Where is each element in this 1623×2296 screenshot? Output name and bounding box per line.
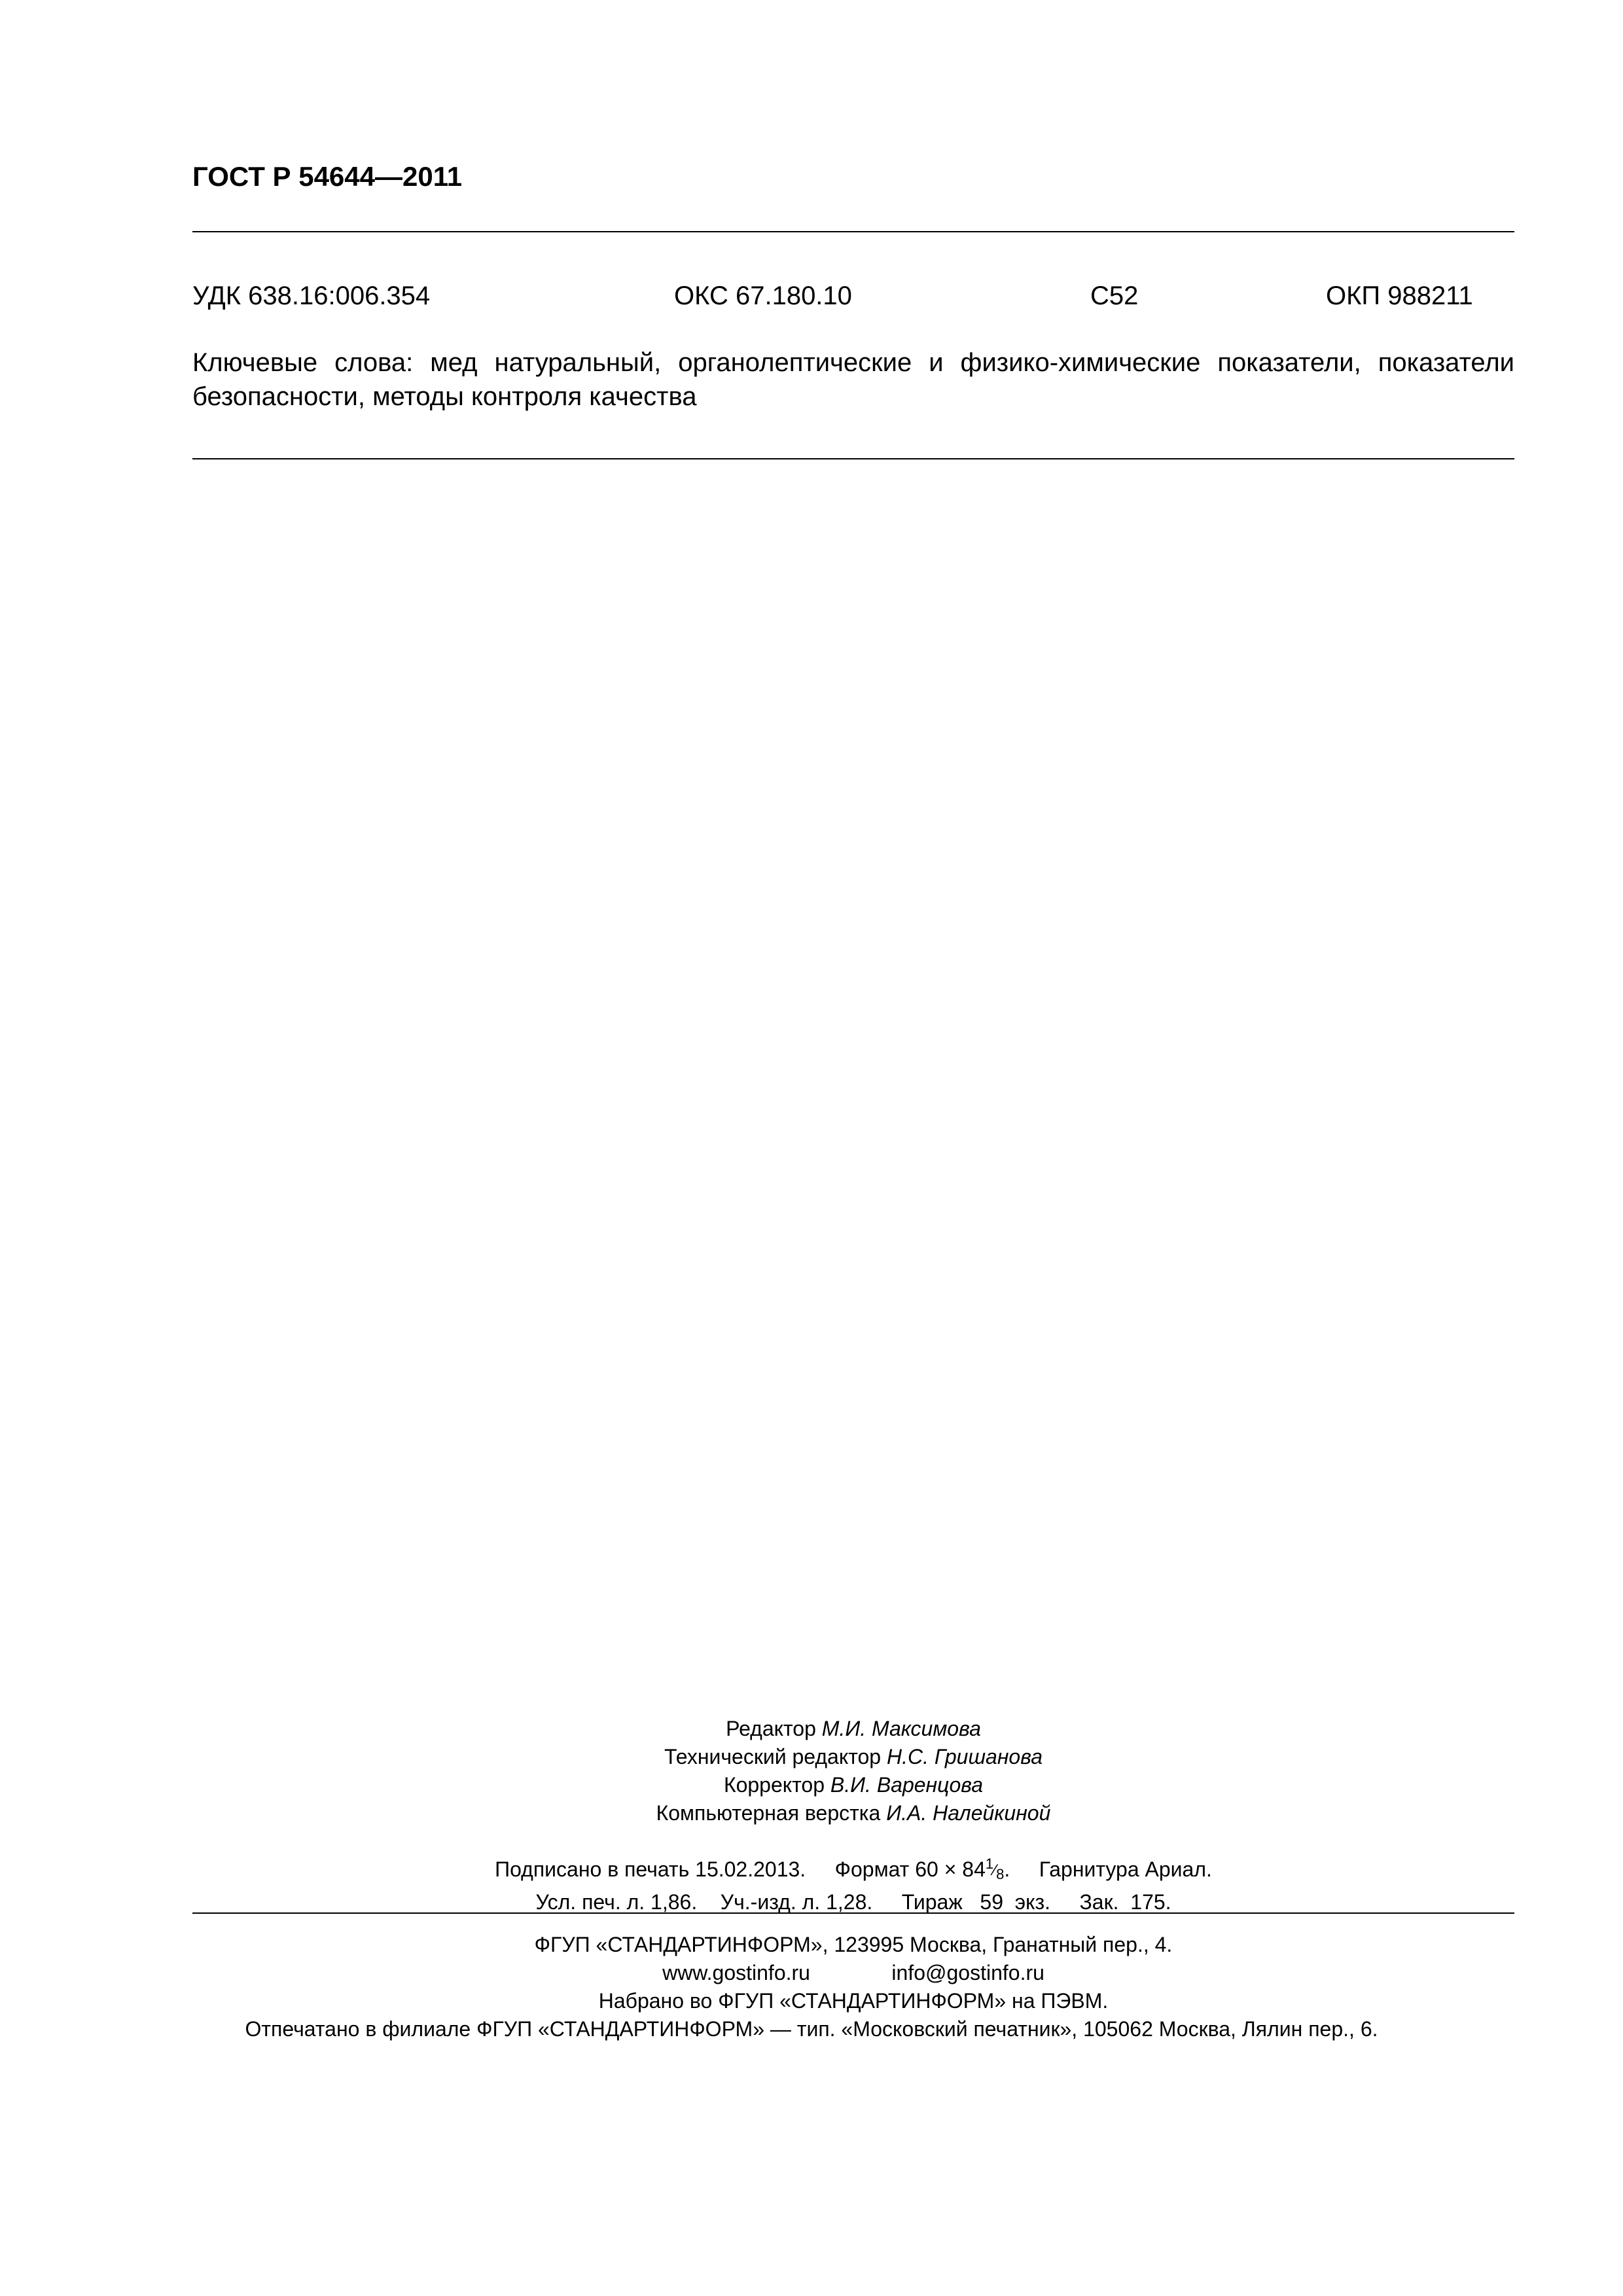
print-info-line-2: Усл. печ. л. 1,86. Уч.-изд. л. 1,28. Тираж 59 экз. Зак. 175. <box>535 1890 1171 1914</box>
gost-code: ГОСТ Р 54644—2011 <box>192 161 463 192</box>
oks-code: ОКС 67.180.10 <box>674 281 852 310</box>
editor-role: Редактор <box>726 1717 816 1740</box>
layout-role: Компьютерная верстка <box>656 1801 881 1825</box>
layout-line <box>192 1799 1514 1827</box>
udk-code: УДК 638.16:006.354 <box>192 281 431 310</box>
proofreader-name: В.И. Варенцова <box>830 1773 984 1797</box>
okp-code: ОКП 988211 <box>1326 281 1473 310</box>
typeface: Гарнитура Ариал. <box>1039 1857 1212 1881</box>
proofreader-line <box>192 1771 1514 1799</box>
proofreader-role: Корректор <box>723 1773 825 1797</box>
group-code: С52 <box>1090 281 1139 310</box>
publisher-address: ФГУП «СТАНДАРТИНФОРМ», 123995 Москва, Гранатный пер., 4. <box>534 1933 1173 1956</box>
print-info <box>192 1850 1514 1916</box>
typeset-note: Набрано во ФГУП «СТАНДАРТИНФОРМ» на ПЭВМ. <box>598 1989 1109 2013</box>
keywords-divider <box>192 458 1514 459</box>
fraction-numerator: 1 <box>985 1856 994 1872</box>
format-fraction: $^1⁄_8$ <box>985 1856 1005 1882</box>
layout-name: И.А. Налейкиной <box>886 1801 1051 1825</box>
publisher-block <box>192 1931 1514 2015</box>
editor-name: М.И. Максимова <box>821 1717 981 1740</box>
credits-block <box>192 1715 1514 1827</box>
tech-editor-name: Н.С. Гришанова <box>886 1745 1043 1768</box>
print-info-line-1: Подписано в печать 15.02.2013. Формат $60 \times 84^1⁄_8$. Гарнитура Ариал. <box>192 1850 1514 1888</box>
keywords: Ключевые слова: мед натуральный, органолептические и физико-химические показатели, показатели безопасности, методы контроля качества <box>192 348 1514 411</box>
editor-line <box>192 1715 1514 1743</box>
format-label: Формат 60 × 84 <box>834 1857 986 1881</box>
tech-editor-role: Технический редактор <box>664 1745 882 1768</box>
publisher-divider <box>192 1912 1514 1914</box>
signed-date: Подписано в печать 15.02.2013. <box>495 1857 806 1881</box>
publisher-email: info@gostinfo.ru <box>891 1961 1044 1984</box>
top-divider <box>192 231 1514 232</box>
publisher-website: www.gostinfo.ru <box>662 1961 810 1984</box>
fraction-denominator: 8 <box>996 1866 1005 1882</box>
publisher-contacts <box>192 1959 1514 1987</box>
printed-note: Отпечатано в филиале ФГУП «СТАНДАРТИНФОРМ» — тип. «Московский печатник», 105062 Москва, Лялин пер., 6. <box>245 2017 1378 2041</box>
classification-row <box>192 281 1514 315</box>
tech-editor-line <box>192 1743 1514 1771</box>
